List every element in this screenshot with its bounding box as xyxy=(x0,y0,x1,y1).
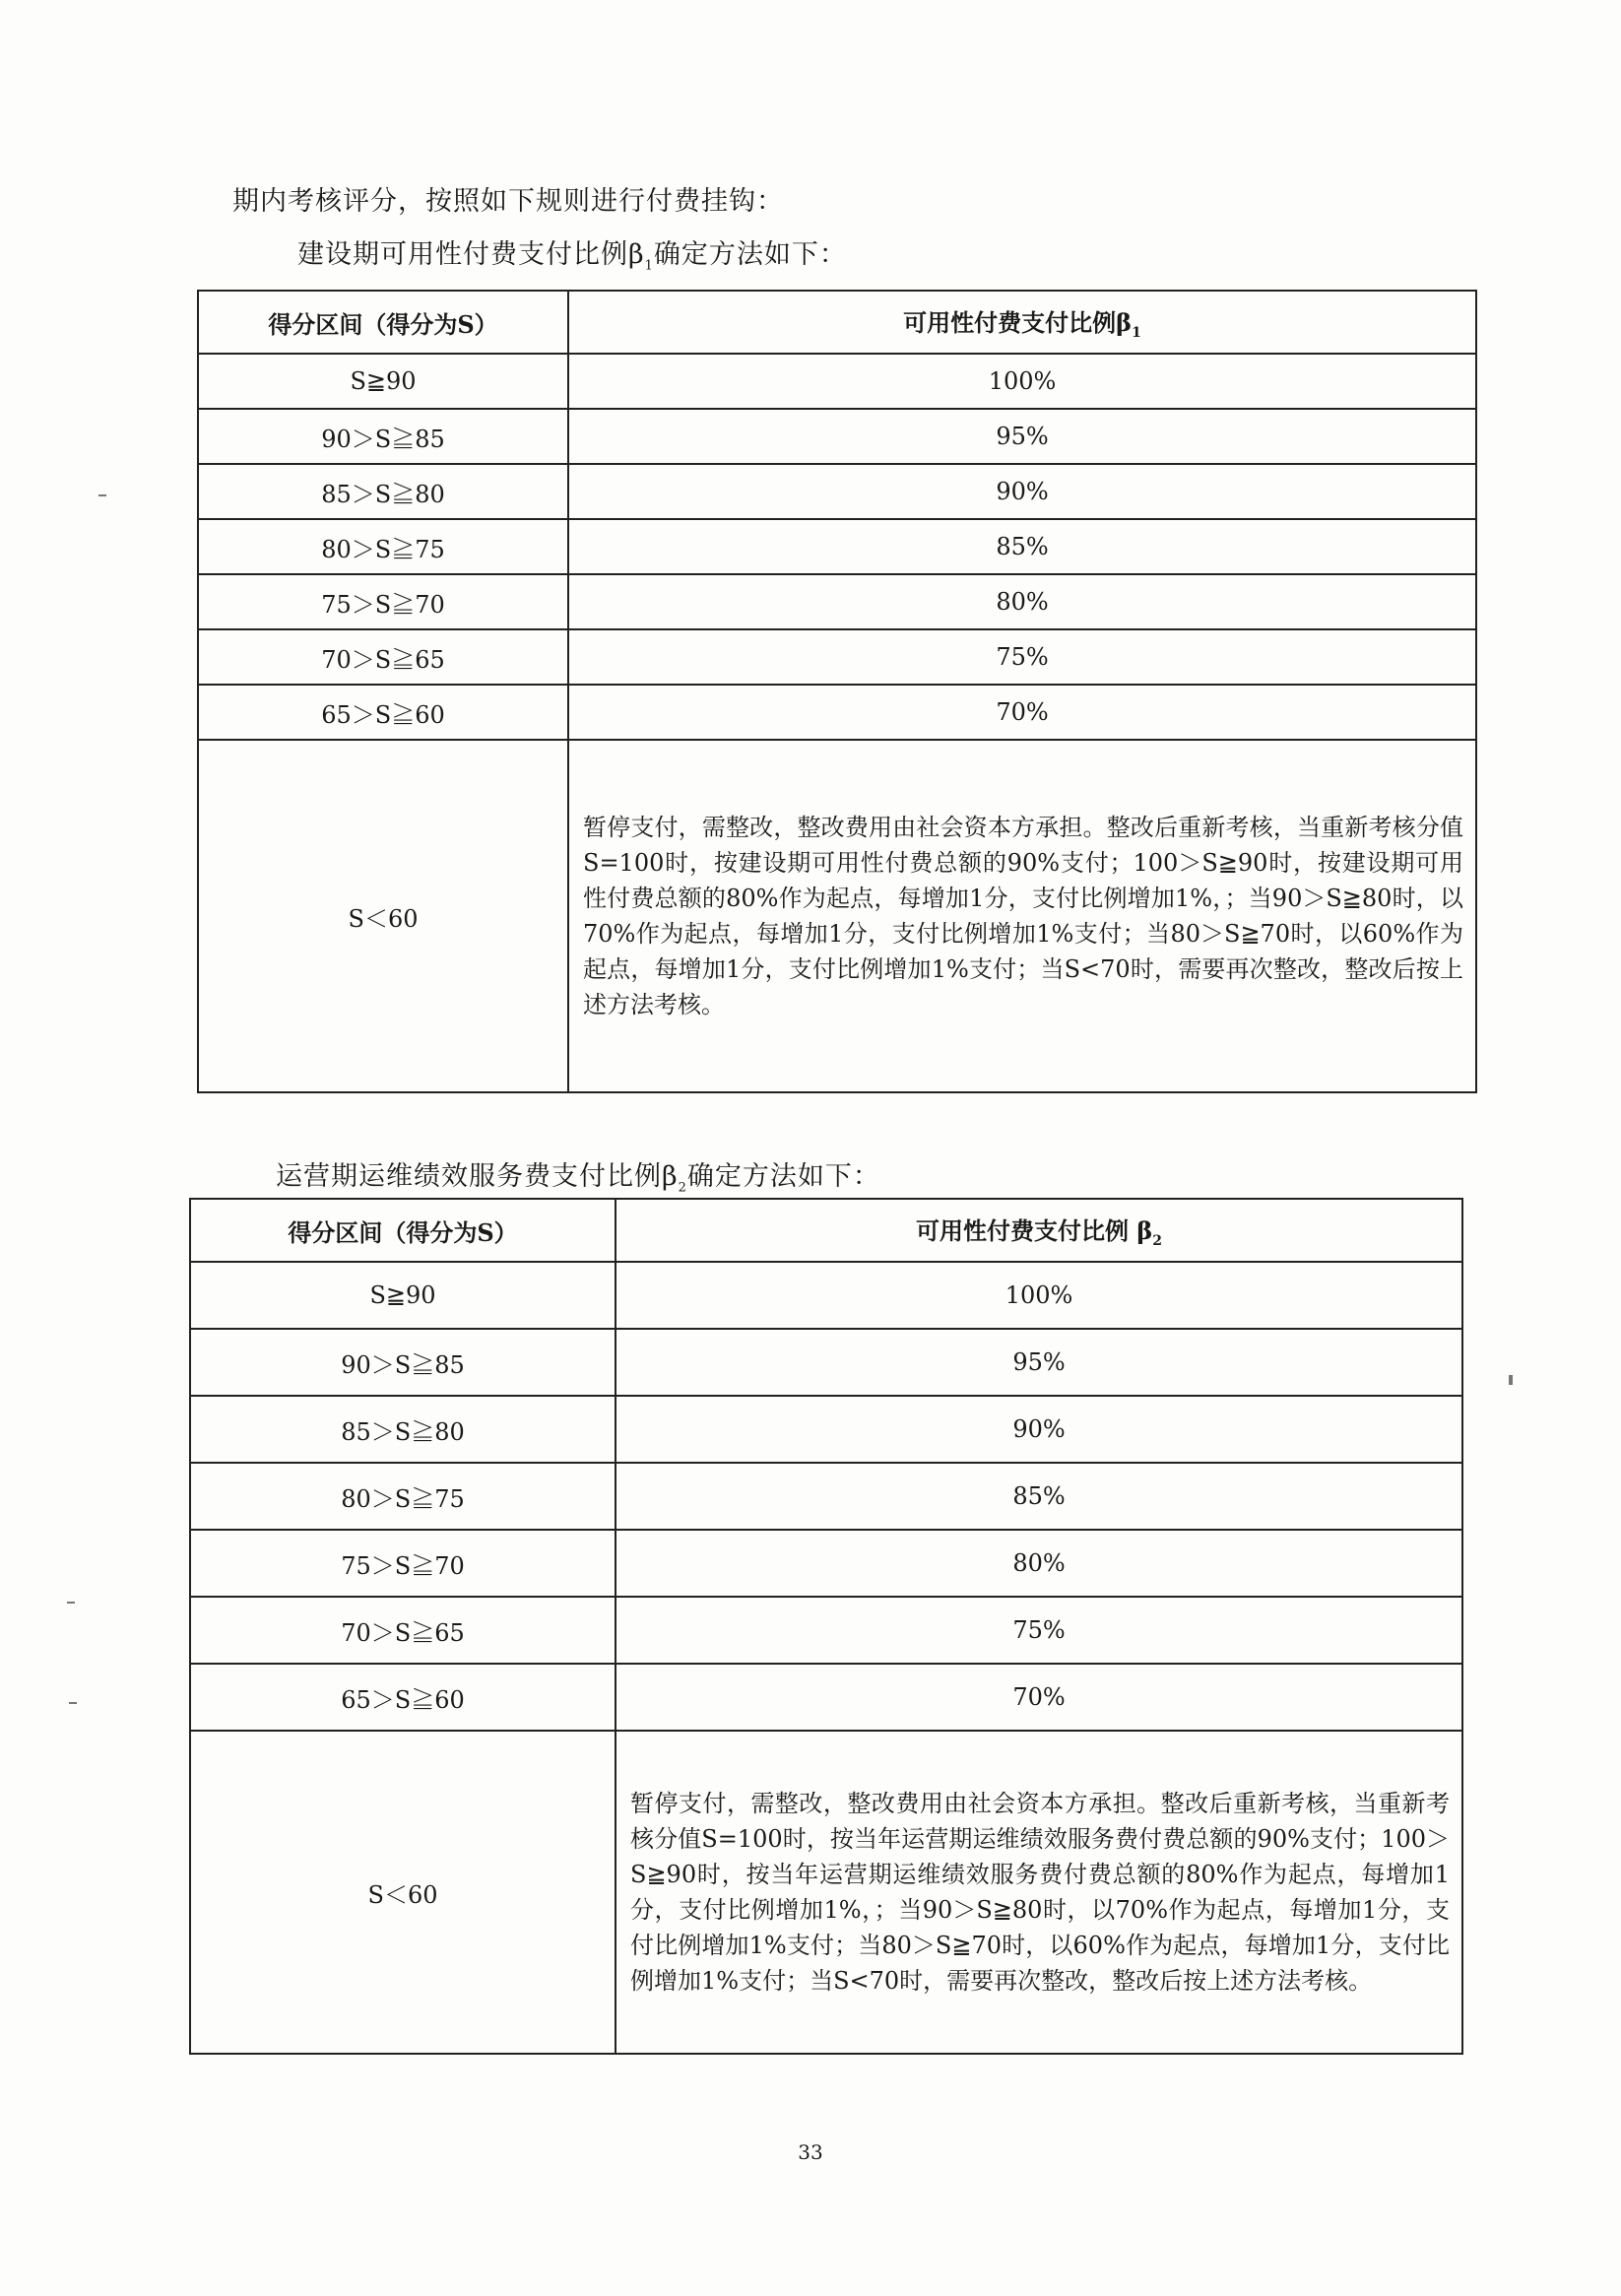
table1-header-ratio-sub: 1 xyxy=(1132,324,1141,341)
range-cell: 80＞S≧75 xyxy=(198,519,568,574)
table1-caption-sub: 1 xyxy=(644,258,654,274)
range-cell: 85＞S≧80 xyxy=(190,1396,616,1463)
table-row xyxy=(190,1463,1462,1530)
table-row xyxy=(198,740,1476,1092)
table-row xyxy=(198,464,1476,519)
table2-header-range: 得分区间（得分为S） xyxy=(190,1199,616,1262)
table2-header-ratio-sub: 2 xyxy=(1152,1232,1163,1249)
ratio-cell: 100% xyxy=(616,1262,1462,1329)
table-row xyxy=(190,1396,1462,1463)
ratio-cell: 100% xyxy=(568,354,1476,409)
ratio-cell: 85% xyxy=(616,1463,1462,1530)
range-cell: 75＞S≧70 xyxy=(198,574,568,629)
table2 xyxy=(189,1198,1463,2055)
range-cell: 70＞S≧65 xyxy=(198,629,568,685)
table2-caption-suffix: 确定方法如下： xyxy=(686,1161,880,1192)
ratio-cell: 70% xyxy=(616,1664,1462,1731)
range-cell: S＜60 xyxy=(190,1731,616,2054)
page-number: 33 xyxy=(798,2140,823,2164)
table1-caption-suffix: 确定方法如下： xyxy=(653,239,847,270)
table-row xyxy=(190,1731,1462,2054)
ratio-cell: 90% xyxy=(616,1396,1462,1463)
range-cell: S≧90 xyxy=(198,354,568,409)
table1 xyxy=(197,290,1477,1093)
scan-mark xyxy=(1509,1375,1513,1385)
table2-header-ratio xyxy=(616,1199,1462,1262)
range-cell: 90＞S≧85 xyxy=(190,1329,616,1396)
range-cell: S≧90 xyxy=(190,1262,616,1329)
range-cell: 65＞S≧60 xyxy=(198,685,568,740)
table1-header-row xyxy=(198,291,1476,354)
table-row xyxy=(198,574,1476,629)
ratio-cell: 75% xyxy=(568,629,1476,685)
table-row xyxy=(198,629,1476,685)
ratio-cell: 85% xyxy=(568,519,1476,574)
range-cell: 75＞S≧70 xyxy=(190,1530,616,1597)
table-row xyxy=(190,1664,1462,1731)
table-row xyxy=(198,519,1476,574)
table-row xyxy=(190,1530,1462,1597)
table2-caption-sub: 2 xyxy=(678,1180,687,1196)
table1-caption xyxy=(297,232,847,273)
table2-caption xyxy=(276,1154,880,1195)
table1-header-ratio xyxy=(568,291,1476,354)
scan-mark xyxy=(98,494,106,496)
rule-cell: 暂停支付，需整改，整改费用由社会资本方承担。整改后重新考核，当重新考核分值S=100时，按当年运营期运维绩效服务费付费总额的90%支付；100＞S≧90时，按当年运营期运维绩效服务费付费总额的80%作为起点，每增加1分，支付比例增加1%，；当90＞S≧80时，以70%作为起点，每增加1分，支付比例增加1%支付；当80＞S≧70时，以60%作为起点，每增加1分，支付比例增加1%支付；当S<70时，需要再次整改，整改后按上述方法考核。 xyxy=(616,1731,1462,2054)
table1-caption-prefix: 建设期可用性付费支付比例β xyxy=(297,239,645,270)
ratio-cell: 75% xyxy=(616,1597,1462,1664)
range-cell: 85＞S≧80 xyxy=(198,464,568,519)
scan-mark xyxy=(69,1702,77,1704)
ratio-cell: 90% xyxy=(568,464,1476,519)
ratio-cell: 70% xyxy=(568,685,1476,740)
range-cell: S＜60 xyxy=(198,740,568,1092)
range-cell: 80＞S≧75 xyxy=(190,1463,616,1530)
table-row xyxy=(190,1597,1462,1664)
table-row xyxy=(198,354,1476,409)
ratio-cell: 95% xyxy=(616,1329,1462,1396)
ratio-cell: 80% xyxy=(568,574,1476,629)
table2-header-ratio-text: 可用性付费支付比例 β xyxy=(915,1216,1153,1246)
intro-paragraph: 期内考核评分，按照如下规则进行付费挂钩： xyxy=(232,186,784,217)
range-cell: 70＞S≧65 xyxy=(190,1597,616,1664)
scan-mark xyxy=(67,1602,75,1604)
table-row xyxy=(198,685,1476,740)
rule-cell: 暂停支付，需整改，整改费用由社会资本方承担。整改后重新考核，当重新考核分值S=100时，按建设期可用性付费总额的90%支付；100＞S≧90时，按建设期可用性付费总额的80%作为起点，每增加1分，支付比例增加1%，；当90＞S≧80时，以70%作为起点，每增加1分，支付比例增加1%支付；当80＞S≧70时，以60%作为起点，每增加1分，支付比例增加1%支付；当S<70时，需要再次整改，整改后按上述方法考核。 xyxy=(568,740,1476,1092)
table-row xyxy=(198,409,1476,464)
table2-caption-prefix: 运营期运维绩效服务费支付比例β xyxy=(276,1161,679,1192)
table1-header-range: 得分区间（得分为S） xyxy=(198,291,568,354)
table-row xyxy=(190,1329,1462,1396)
ratio-cell: 95% xyxy=(568,409,1476,464)
table1-header-ratio-text: 可用性付费支付比例β xyxy=(903,308,1133,338)
ratio-cell: 80% xyxy=(616,1530,1462,1597)
table2-header-row xyxy=(190,1199,1462,1262)
range-cell: 65＞S≧60 xyxy=(190,1664,616,1731)
range-cell: 90＞S≧85 xyxy=(198,409,568,464)
table-row xyxy=(190,1262,1462,1329)
